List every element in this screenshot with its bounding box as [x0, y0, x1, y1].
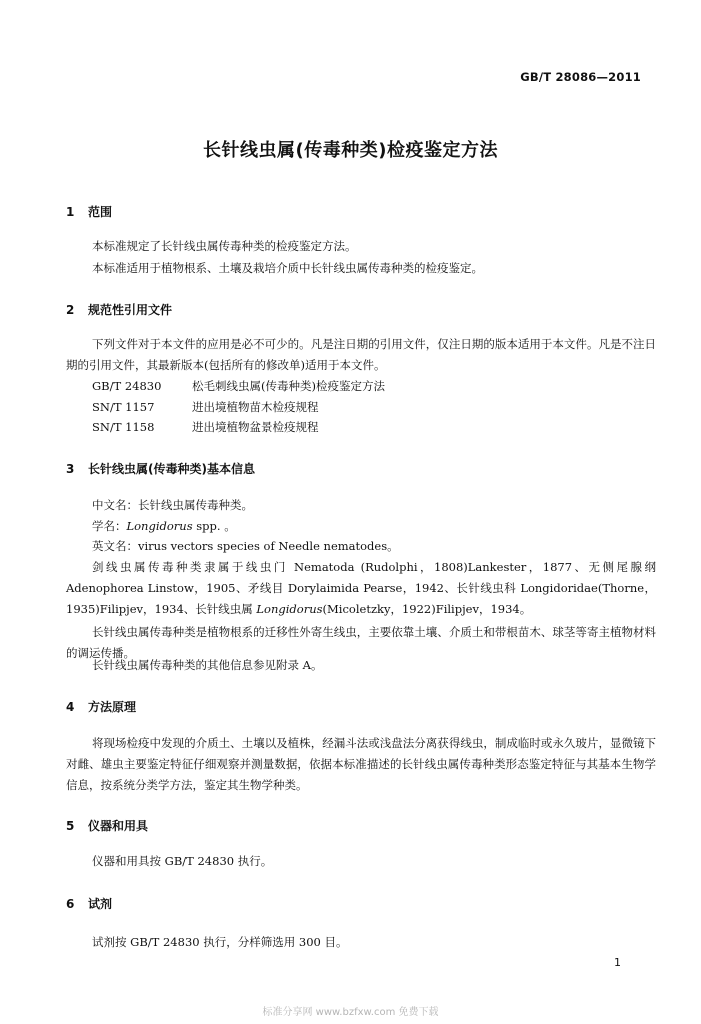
section-3-heading	[66, 460, 255, 477]
section-title: 方法原理	[88, 700, 137, 714]
section-title: 试剂	[88, 897, 113, 911]
watermark: 标准分享网 www.bzfxw.com 免费下载	[262, 1007, 439, 1018]
reference-item	[92, 378, 385, 394]
reference-title: 进出境植物苗木检疫规程	[192, 400, 319, 414]
reference-code: SN/T 1158	[92, 420, 155, 434]
section-5-heading	[66, 817, 148, 834]
section-number: 5	[66, 819, 75, 833]
suffix: spp. 。	[192, 519, 236, 533]
section-1-heading	[66, 203, 112, 220]
taxonomy-text: 剑线虫属传毒种类隶属于线虫门 Nematoda (Rudolphi，1808)Lankester，1877、无侧尾腺纲 Adenophorea Linstow，1905、矛线目 Dorylaimida Pearse，1942、长针线虫科 Longidoridae(Thorne，1935)Filipjev，1934、长针线虫属	[66, 560, 656, 616]
paragraph: 本标准适用于植物根系、土壤及栽培介质中长针线虫属传毒种类的检疫鉴定。	[92, 261, 483, 275]
genus-name: Longidorus	[126, 519, 193, 533]
section-number: 6	[66, 897, 75, 911]
reference-item	[92, 419, 319, 435]
section-number: 3	[66, 462, 75, 476]
english-name-line: 英文名：virus vectors species of Needle nematodes。	[92, 539, 399, 553]
document-title: 长针线虫属(传毒种类)检疫鉴定方法	[203, 140, 498, 161]
paragraph: 长针线虫属传毒种类是植物根系的迁移性外寄生线虫，主要依靠土壤、介质土和带根苗木、球茎等寄主植物材料的调运传播。	[66, 625, 656, 660]
page-number: 1	[614, 956, 621, 969]
paragraph: 试剂按 GB/T 24830 执行，分样筛选用 300 目。	[92, 935, 348, 949]
section-title: 长针线虫属(传毒种类)基本信息	[88, 462, 255, 476]
reference-title: 松毛刺线虫属(传毒种类)检疫鉴定方法	[192, 379, 385, 393]
label: 学名：	[92, 519, 127, 533]
paragraph: 将现场检疫中发现的介质土、土壤以及植株，经漏斗法或浅盘法分离获得线虫，制成临时或永久玻片，显微镜下对雌、雄虫主要鉴定特征仔细观察并测量数据，依据本标准描述的长针线虫属传毒种类形态鉴定特征与其基本生物学信息，按系统分类学方法，鉴定其生物学种类。	[66, 736, 656, 792]
taxonomy-paragraph	[66, 557, 656, 620]
section-title: 范围	[88, 205, 113, 219]
paragraph: 本标准规定了长针线虫属传毒种类的检疫鉴定方法。	[92, 239, 357, 253]
section-6-heading	[66, 895, 112, 912]
reference-code: SN/T 1157	[92, 400, 155, 414]
genus-name: Longidorus	[256, 602, 323, 616]
standard-number: GB/T 28086—2011	[520, 70, 641, 84]
section-number: 2	[66, 303, 75, 317]
section-4-heading	[66, 698, 136, 715]
scientific-name-line	[92, 518, 236, 534]
chinese-name-line: 中文名：长针线虫属传毒种类。	[92, 498, 253, 512]
reference-title: 进出境植物盆景检疫规程	[192, 420, 319, 434]
paragraph: 仪器和用具按 GB/T 24830 执行。	[92, 854, 273, 868]
section-2-heading	[66, 301, 172, 318]
section-title: 仪器和用具	[88, 819, 149, 833]
section-title: 规范性引用文件	[88, 303, 173, 317]
paragraph: 下列文件对于本文件的应用是必不可少的。凡是注日期的引用文件，仅注日期的版本适用于本文件。凡是不注日期的引用文件，其最新版本(包括所有的修改单)适用于本文件。	[66, 337, 656, 372]
section-number: 1	[66, 205, 75, 219]
section-number: 4	[66, 700, 75, 714]
paragraph: 长针线虫属传毒种类的其他信息参见附录 A。	[92, 658, 323, 672]
reference-item	[92, 399, 319, 415]
reference-code: GB/T 24830	[92, 379, 162, 393]
taxonomy-text: (Micoletzky，1922)Filipjev，1934。	[322, 602, 532, 616]
